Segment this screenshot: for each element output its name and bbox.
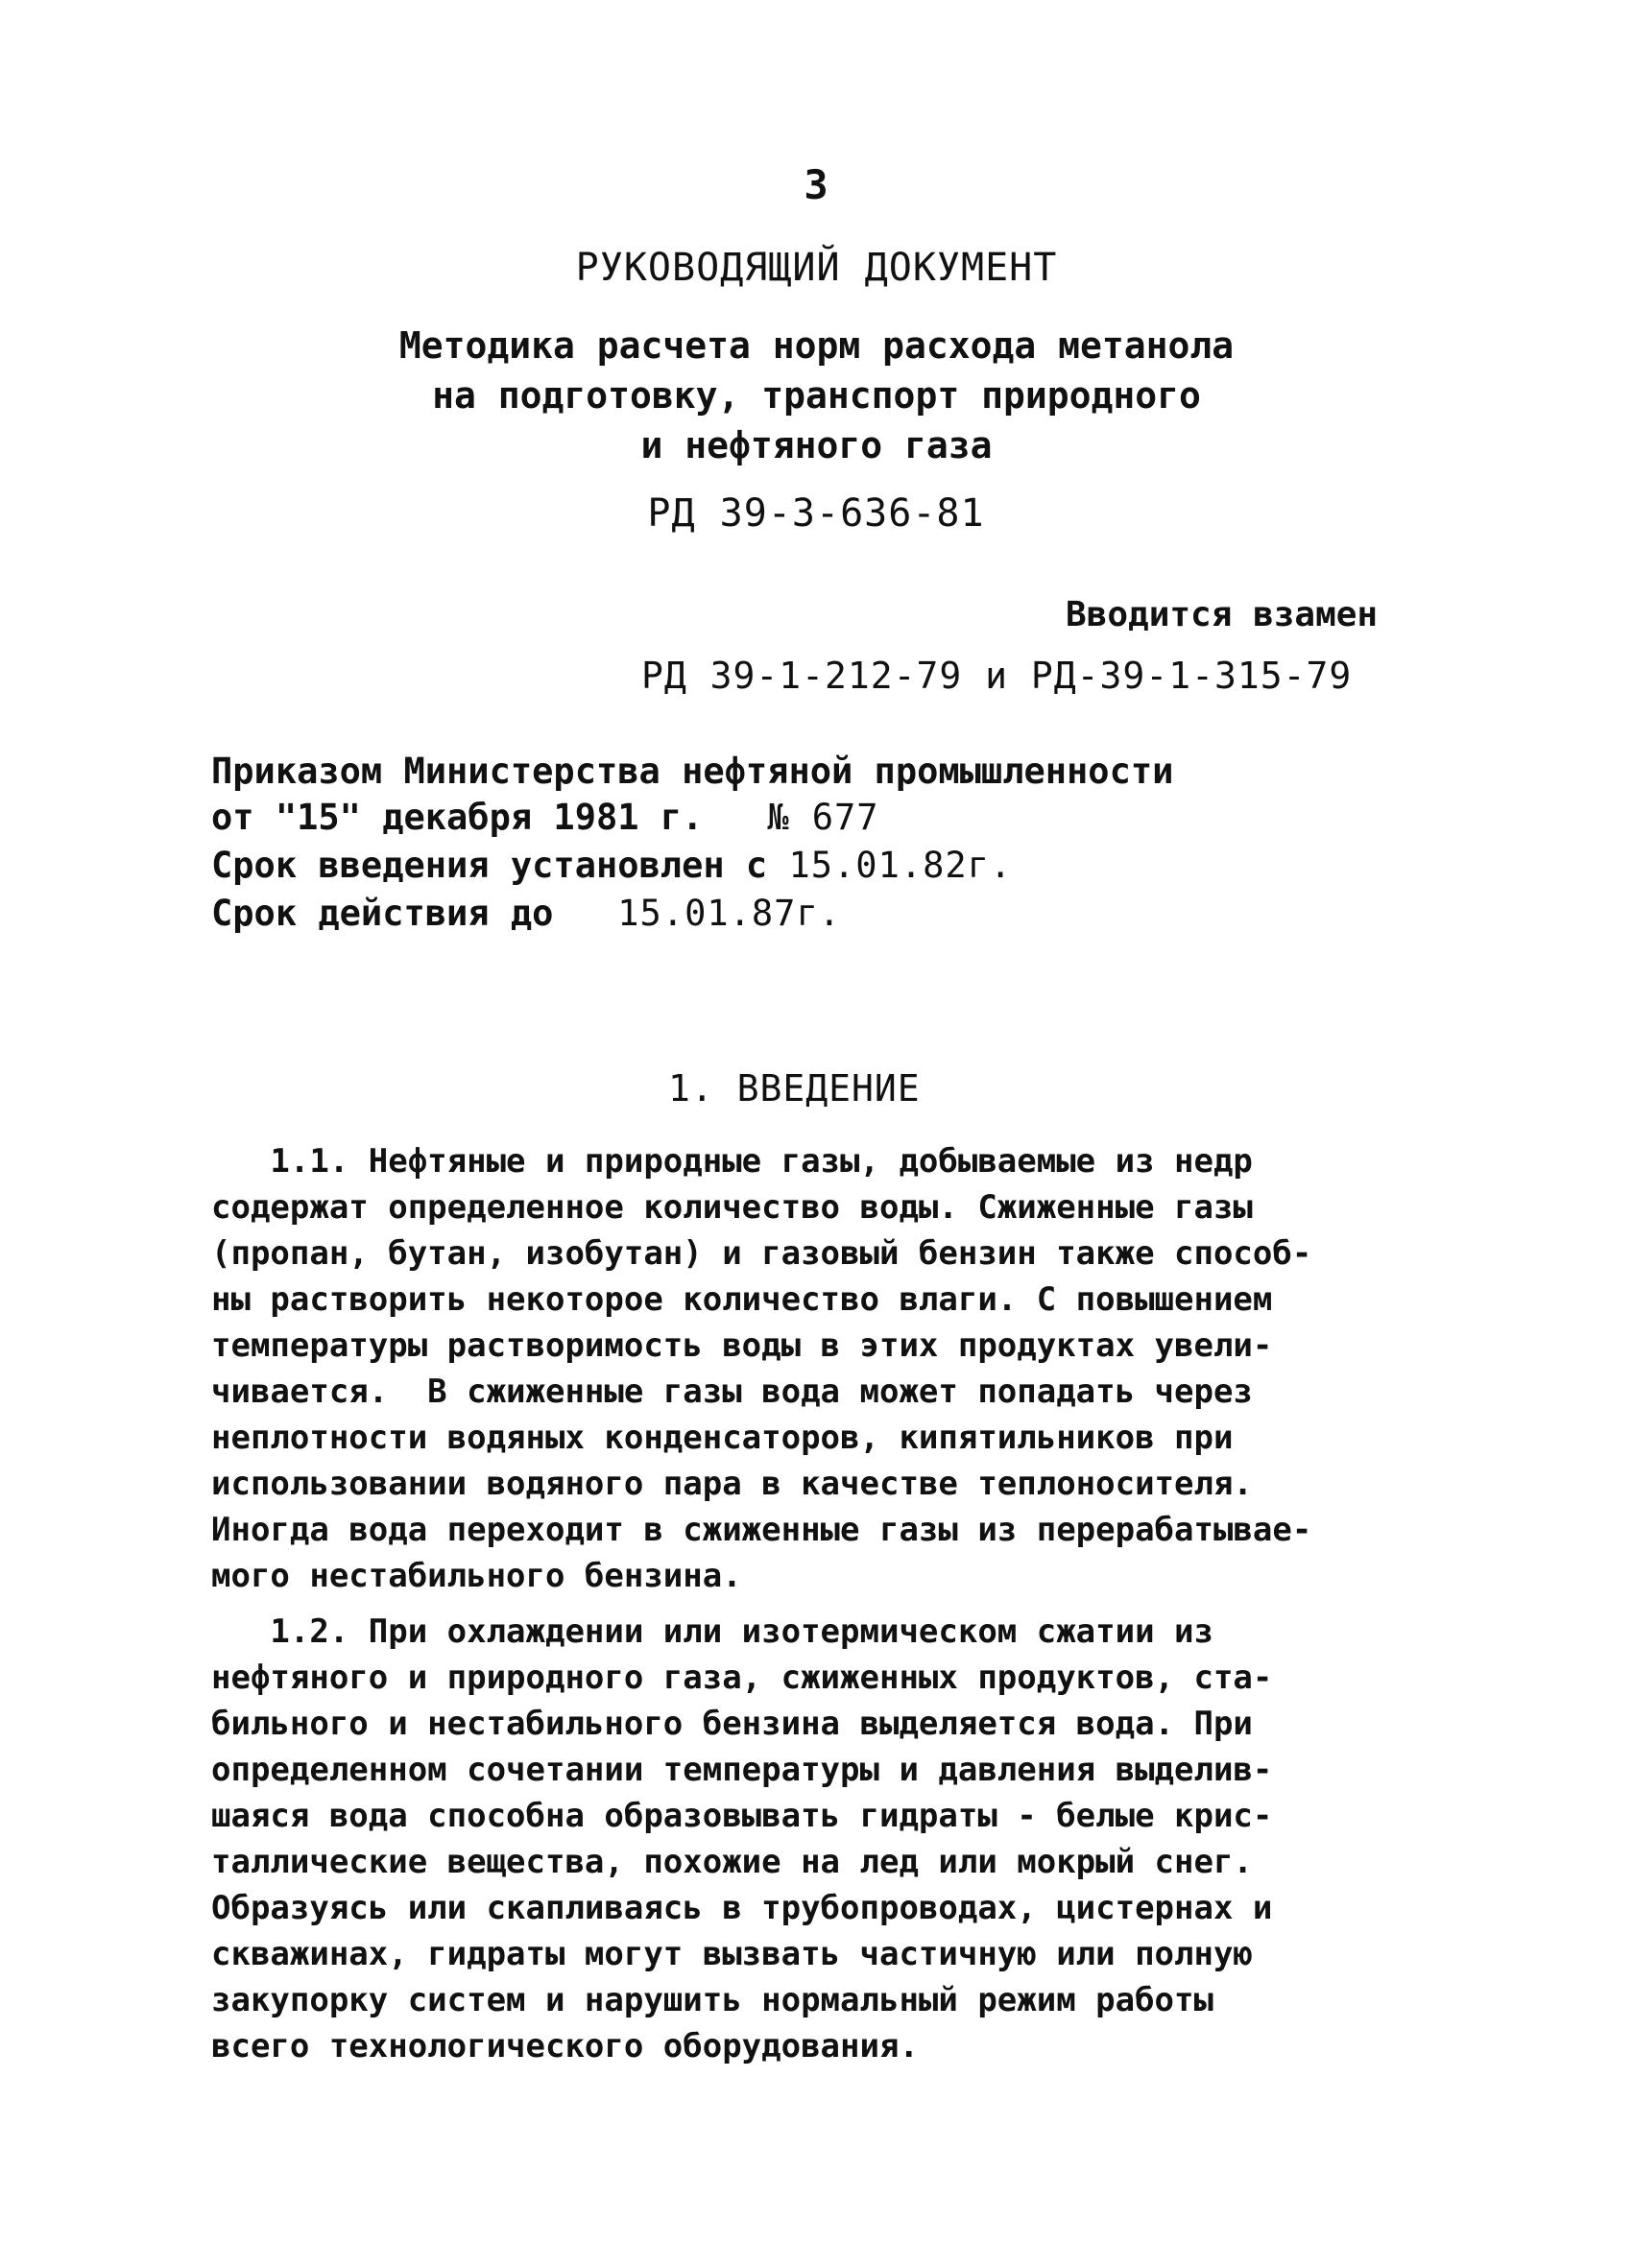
approval-date: от "15" декабря 1981 г.	[211, 797, 704, 838]
paragraph-line: использовании водяного пара в качестве теплоносителя.	[211, 1465, 1253, 1503]
document-title-line: и нефтяного газа	[640, 424, 993, 466]
approval-order-line: Приказом Министерства нефтяной промышленности	[211, 751, 1174, 792]
validity-date: 15.01.87г.	[617, 893, 842, 934]
paragraph-line: 1.1. Нефтяные и природные газы, добываемые из недр	[211, 1142, 1253, 1181]
effective-date-line	[211, 845, 1012, 886]
paragraph-line: скважинах, гидраты могут вызвать частичную или полную	[211, 1935, 1253, 1973]
paragraph-line: нефтяного и природного газа, сжиженных продуктов, ста-	[211, 1659, 1273, 1697]
document-title-line: Методика расчета норм расхода метанола	[398, 324, 1235, 367]
replaces-label: Вводится взамен	[1066, 595, 1379, 634]
paragraph-line: закупорку систем и нарушить нормальный режим работы	[211, 1981, 1213, 2019]
document-designation: РД 39-3-636-81	[647, 491, 985, 536]
document-type: РУКОВОДЯЩИЙ ДОКУМЕНТ	[575, 246, 1058, 290]
paragraph-line: шаяся вода способна образовывать гидраты - белые крис-	[211, 1797, 1273, 1835]
paragraph-line: бильного и нестабильного бензина выделяется вода. При	[211, 1705, 1253, 1743]
order-number: № 677	[767, 797, 879, 838]
section-heading: 1. ВВЕДЕНИЕ	[668, 1067, 921, 1110]
paragraph-line: определенном сочетании температуры и давления выделив-	[211, 1751, 1273, 1789]
paragraph-line: неплотности водяных конденсаторов, кипятильников при	[211, 1419, 1234, 1457]
paragraph-line: Иногда вода переходит в сжиженные газы из перерабатывае-	[211, 1511, 1312, 1549]
approval-date-line	[211, 797, 879, 838]
paragraph-line: (пропан, бутан, изобутан) и газовый бензин также способ-	[211, 1234, 1312, 1273]
paragraph-line: таллические вещества, похожие на лед или мокрый снег.	[211, 1843, 1253, 1881]
replaced-documents: РД 39-1-212-79 и РД-39-1-315-79	[641, 655, 1353, 697]
effective-date: 15.01.82г.	[788, 845, 1013, 886]
paragraph-line: 1.2. При охлаждении или изотермическом сжатии из	[211, 1612, 1213, 1651]
paragraph-line: всего технологического оборудования.	[211, 2027, 919, 2065]
validity-label: Срок действия до	[211, 893, 554, 934]
page-number: 3	[804, 161, 829, 208]
effective-date-label: Срок введения установлен с	[211, 845, 768, 886]
paragraph-line: чивается. В сжиженные газы вода может попадать через	[211, 1373, 1253, 1411]
paragraph-line: мого нестабильного бензина.	[211, 1557, 742, 1595]
document-title-line: на подготовку, транспорт природного	[432, 374, 1201, 417]
paragraph-line: содержат определенное количество воды. Сжиженные газы	[211, 1188, 1253, 1227]
paragraph-line: Образуясь или скапливаясь в трубопроводах, цистернах и	[211, 1889, 1273, 1927]
validity-line	[211, 893, 841, 934]
paragraph-line: ны растворить некоторое количество влаги. С повышением	[211, 1280, 1273, 1319]
paragraph-line: температуры растворимость воды в этих продуктах увели-	[211, 1326, 1273, 1365]
